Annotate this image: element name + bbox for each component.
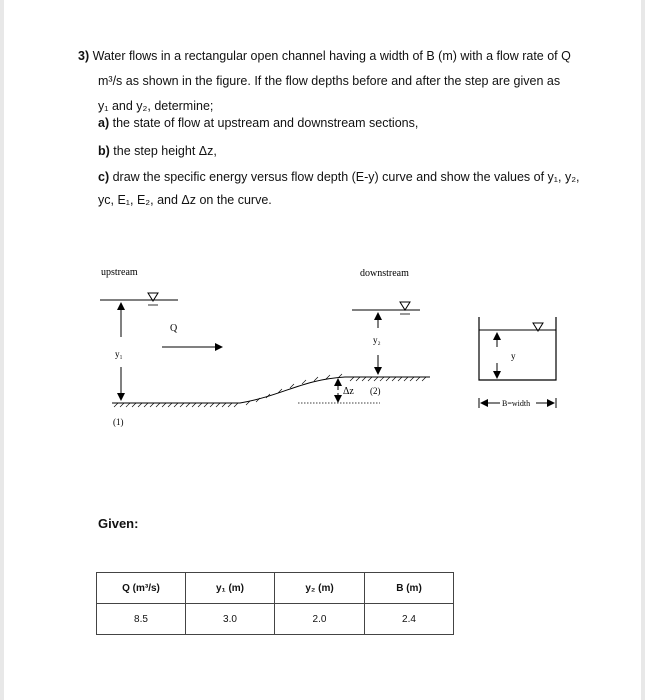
cross-section (479, 317, 556, 380)
part-b-label: b) (98, 144, 110, 158)
section-1-label: (1) (113, 417, 124, 427)
value-y2: 2.0 (275, 604, 365, 635)
part-a (98, 112, 598, 135)
part-c-text-2: yc, E₁, E₂, and Δz on the curve. (98, 193, 272, 207)
given-table (96, 572, 454, 635)
part-b-text: the step height Δz, (113, 144, 217, 158)
value-b: 2.4 (365, 604, 454, 635)
bwidth-label: B=width (502, 399, 531, 408)
y-label: y (511, 351, 516, 361)
value-q: 8.5 (97, 604, 186, 635)
section-2-label: (2) (370, 386, 381, 396)
question-line-2: m³/s as shown in the figure. If the flow depths before and after the step are given as (98, 74, 561, 88)
header-y2: y₂ (m) (275, 573, 365, 604)
part-c-label: c) (98, 170, 110, 184)
header-b: B (m) (365, 573, 454, 604)
downstream-label: downstream (360, 268, 409, 279)
channel-bed (112, 377, 430, 403)
question-number: 3) (78, 49, 90, 63)
header-y1: y₁ (m) (186, 573, 275, 604)
y1-label: y₁ (115, 349, 123, 359)
question-line-3: y₁ and y₂, determine; (98, 99, 214, 113)
part-a-label: a) (98, 116, 110, 130)
part-b (98, 140, 598, 163)
value-y1: 3.0 (186, 604, 275, 635)
part-a-text: the state of flow at upstream and downstream sections, (112, 116, 419, 130)
table-row (97, 604, 454, 635)
part-c (98, 166, 598, 212)
table-header-row (97, 573, 454, 604)
dz-label: Δz (343, 386, 354, 397)
header-q: Q (m³/s) (97, 573, 186, 604)
question-line-1: Water flows in a rectangular open channel having a width of B (m) with a flow rate of Q (92, 49, 571, 63)
y2-label: y₂ (373, 335, 381, 345)
flow-q-label: Q (170, 323, 178, 334)
channel-figure (0, 255, 645, 455)
upstream-label: upstream (101, 267, 138, 278)
part-c-text: draw the specific energy versus flow depth (E-y) curve and show the values of y₁, y₂, (112, 170, 580, 184)
downstream-water-symbol (400, 302, 410, 310)
given-label: Given: (98, 516, 139, 531)
question-text (78, 44, 588, 119)
